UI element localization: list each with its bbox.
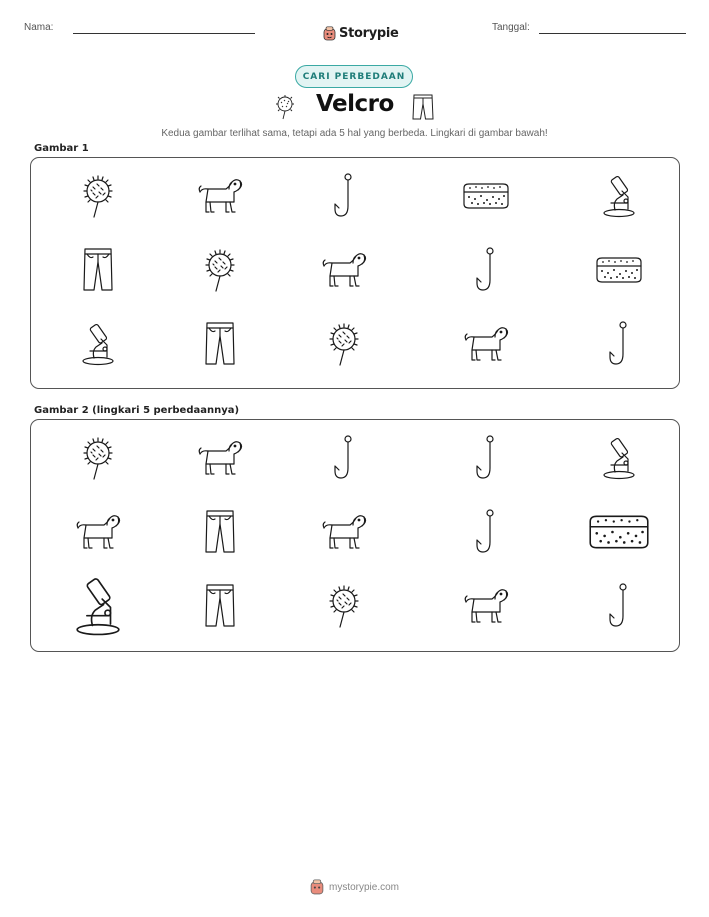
burr-icon <box>308 311 380 377</box>
dog-icon <box>184 163 256 229</box>
sponge-icon <box>450 163 522 229</box>
picture-2-panel[interactable] <box>30 419 680 652</box>
microscope-icon[interactable] <box>583 425 655 491</box>
date-field[interactable] <box>539 33 686 34</box>
dog-icon[interactable] <box>308 499 380 565</box>
footer-url: mystorypie.com <box>328 881 399 893</box>
burr-icon <box>184 237 256 303</box>
hook-icon <box>450 237 522 303</box>
sponge-icon[interactable] <box>583 499 655 565</box>
burr-icon[interactable] <box>308 573 380 639</box>
title-row <box>0 91 709 123</box>
category-tag: CARI PERBEDAAN <box>295 65 413 88</box>
name-label: Nama: <box>24 22 54 33</box>
page-title: Velcro <box>316 91 394 117</box>
burr-icon <box>273 94 297 120</box>
storypie-logo-icon <box>323 26 336 41</box>
burr-icon[interactable] <box>62 425 134 491</box>
pants-icon[interactable] <box>184 573 256 639</box>
dog-icon <box>308 237 380 303</box>
microscope-icon <box>62 311 134 377</box>
dog-icon[interactable] <box>450 573 522 639</box>
hook-icon[interactable] <box>583 573 655 639</box>
hook-icon[interactable] <box>450 499 522 565</box>
microscope-icon <box>583 163 655 229</box>
storypie-logo-icon <box>310 879 324 895</box>
hook-icon[interactable] <box>450 425 522 491</box>
brand-name: Storypie <box>339 26 399 41</box>
footer <box>0 879 709 895</box>
dog-icon[interactable] <box>184 425 256 491</box>
hook-icon <box>583 311 655 377</box>
burr-icon <box>62 163 134 229</box>
dog-icon <box>450 311 522 377</box>
pants-icon[interactable] <box>184 499 256 565</box>
pants-icon <box>184 311 256 377</box>
instruction-text: Kedua gambar terlihat sama, tetapi ada 5 hal yang berbeda. Lingkari di gambar bawah! <box>161 128 548 139</box>
pants-icon <box>62 237 134 303</box>
brand <box>323 26 399 41</box>
hook-icon[interactable] <box>308 425 380 491</box>
microscope-icon[interactable] <box>62 573 134 639</box>
dog-icon[interactable] <box>62 499 134 565</box>
picture-1-panel <box>30 157 680 389</box>
date-label: Tanggal: <box>492 22 530 33</box>
picture-1-label: Gambar 1 <box>34 143 89 154</box>
header <box>0 14 709 41</box>
name-field[interactable] <box>73 33 255 34</box>
hook-icon <box>308 163 380 229</box>
sponge-icon <box>583 237 655 303</box>
pants-icon <box>411 93 435 121</box>
picture-2-label: Gambar 2 (lingkari 5 perbedaannya) <box>34 405 240 416</box>
